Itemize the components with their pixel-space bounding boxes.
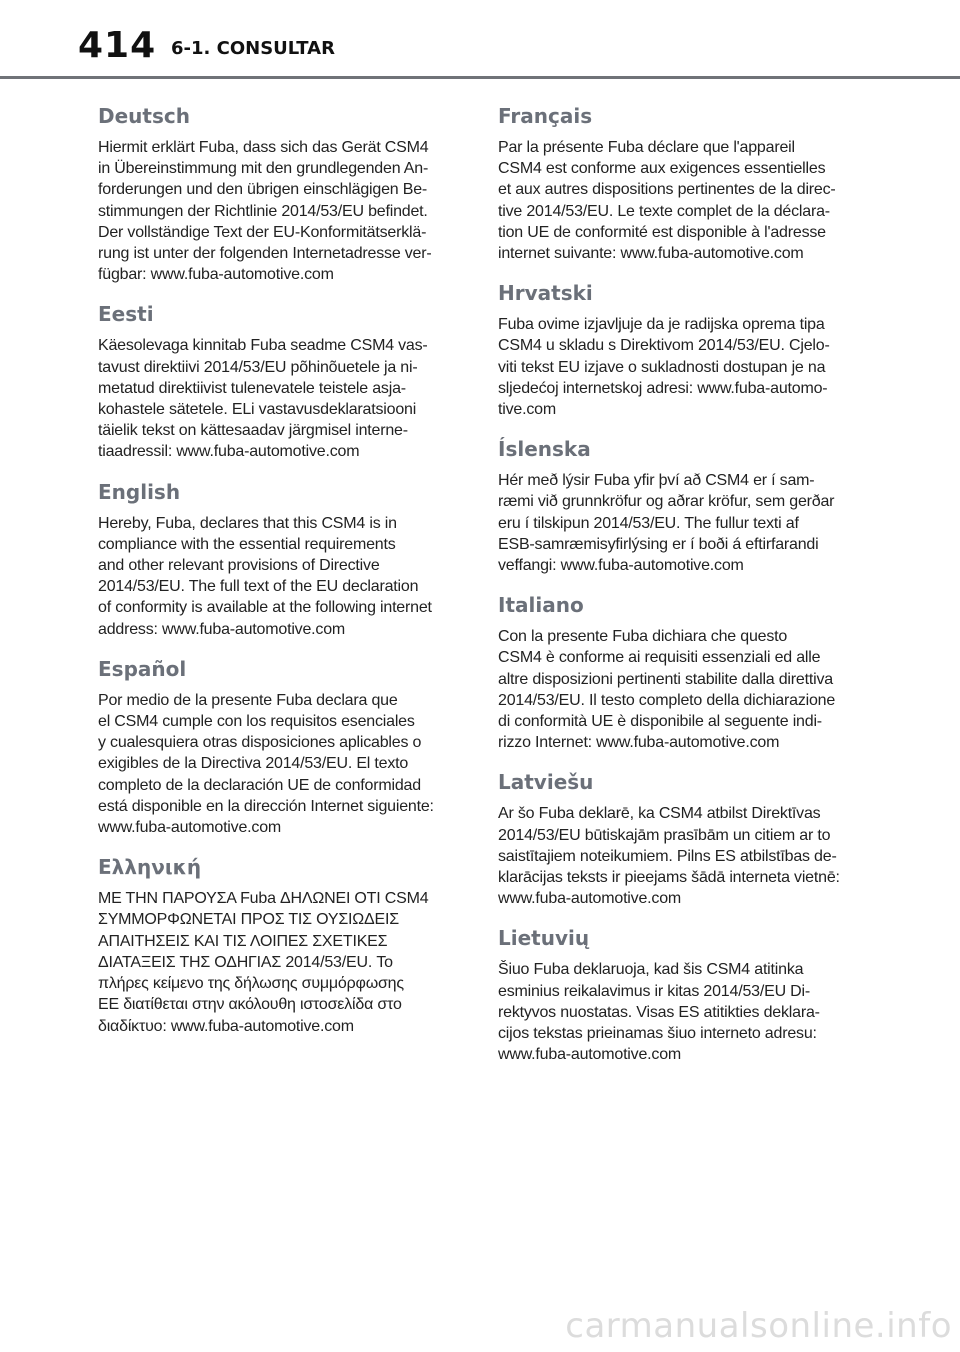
- language-heading: Lietuvių: [498, 926, 590, 951]
- declaration-text: Šiuo Fuba deklaruoja, kad šis CSM4 atitinka esminius reikalavimus ir kitas 2014/53/EU Di- rektyvos nuostatas. Visas ES atitikties deklara- cijos tekstas prieinamas šiuo interneto adresu: www.fuba-automotive.com: [498, 961, 820, 1064]
- declaration-text: Por medio de la presente Fuba declara que el CSM4 cumple con los requisitos esenciales y cualesquiera otras disposiciones aplicables o exigibles de la Directiva 2014/53/EU. El texto completo de la declaración UE de conformidad está disponible en la dirección Internet siguiente: www.fuba-automotive.com: [98, 691, 434, 837]
- declaration-text: Par la présente Fuba déclare que l'appareil CSM4 est conforme aux exigences essentielles et aux autres dispositions pertinentes de la direc- tive 2014/53/EU. Le texte complet de la déclara- tion UE de conformité est disponible à l'adresse internet suivante: www.fuba-automotive.com: [498, 139, 836, 263]
- language-heading: Latviešu: [498, 770, 594, 795]
- language-heading: Íslenska: [498, 437, 591, 462]
- declaration-text: Hér með lýsir Fuba yfir því að CSM4 er í sam- ræmi við grunnkröfur og aðrar kröfur, sem gerðar eru í tilskipun 2014/53/EU. The fullur texti af ESB-samræmisyfirlýsing er í boði á eftirfarandi veffangi: www.fuba-automotive.com: [498, 472, 835, 575]
- language-entry-islenska: [498, 437, 858, 576]
- language-entry-espanol: [98, 657, 458, 838]
- right-column: [498, 104, 858, 1083]
- language-heading: Deutsch: [98, 104, 190, 128]
- language-heading: Eesti: [98, 302, 154, 327]
- language-entry-hrvatski: [498, 281, 858, 420]
- declaration-text: Fuba ovime izjavljuje da je radijska oprema tipa CSM4 u skladu s Direktivom 2014/53/EU. Cjelo- viti tekst EU izjave o sukladnosti dostupan je na sljedećoj internetskoj adresi: www.fuba-automo- tive.com: [498, 316, 830, 419]
- language-heading: Hrvatski: [498, 281, 593, 306]
- page-header: [0, 0, 960, 80]
- language-heading: English: [98, 479, 181, 504]
- language-entry-francais: [498, 104, 858, 264]
- declaration-text: Ar šo Fuba deklarē, ka CSM4 atbilst Direktīvas 2014/53/EU būtiskajām prasībām un citiem ar to saistītajiem noteikumiem. Pilns ES atbilstības de- klarācijas teksts ir pieejams šādā interneta vietnē: www.fuba-automotive.com: [498, 805, 840, 908]
- page-number: 414: [78, 25, 157, 66]
- language-entry-latviesu: [498, 770, 858, 909]
- header-divider: [0, 76, 960, 79]
- left-column: [98, 104, 458, 1054]
- language-heading: Ελληνική: [98, 855, 202, 880]
- language-heading: Français: [498, 104, 593, 128]
- declaration-text: ΜΕ ΤΗΝ ΠΑΡΟΥΣΑ Fuba ΔΗΛΩΝΕΙ ΟΤΙ CSM4 ΣΥΜΜΟΡΦΩΝΕΤΑΙ ΠΡΟΣ ΤΙΣ ΟΥΣΙΩΔΕΙΣ ΑΠΑΙΤΗΣΕΙΣ ΚΑΙ ΤΙΣ ΛΟΙΠΕΣ ΣΧΕΤΙΚΕΣ ΔΙΑΤΑΞΕΙΣ ΤΗΣ ΟΔΗΓΙΑΣ 2014/53/EU. Το πλήρες κείμενο της δήλωσης συμμόρφωσης ΕΕ διατίθεται στην ακόλουθη ιστοσελίδα στο διαδίκτυο: www.fuba-automotive.com: [98, 890, 429, 1035]
- language-entry-italiano: [498, 593, 858, 753]
- language-entry-lietuviu: [498, 926, 858, 1065]
- language-heading: Español: [98, 656, 187, 681]
- language-entry-english: [98, 480, 458, 640]
- section-title: 6-1. CONSULTAR: [171, 38, 335, 59]
- language-entry-deutsch: [98, 104, 458, 285]
- declaration-text: Käesolevaga kinnitab Fuba seadme CSM4 vas- tavust direktiivi 2014/53/EU põhinõuetele ja ni- metatud direktiivist tulenevatele teistele asja- kohastele sätetele. ELi vastavusdeklaratsiooni täielik tekst on kättesaadav järgmisel interne- tiaadressil: www.fuba-automotive.com: [98, 337, 428, 461]
- declaration-text: Con la presente Fuba dichiara che questo CSM4 è conforme ai requisiti essenziali ed alle altre disposizioni pertinenti stabilite dalla direttiva 2014/53/EU. Il testo completo della dichiarazione di conformità UE è disponibile al seguente indi- rizzo Internet: www.fuba-automotive.com: [498, 628, 836, 752]
- declaration-text: Hiermit erklärt Fuba, dass sich das Gerät CSM4 in Übereinstimmung mit den grundlegenden An- forderungen und den übrigen einschlägigen Be- stimmungen der Richtlinie 2014/53/EU befindet. Der vollständige Text der EU-Konformitätserklä- rung ist unter der folgenden Internetadresse ver- fügbar: www.fuba-automotive.com: [98, 139, 432, 284]
- language-entry-greek: [98, 855, 458, 1036]
- watermark: carmanualsonline.info: [565, 1306, 952, 1346]
- declaration-text: Hereby, Fuba, declares that this CSM4 is in compliance with the essential requirements and other relevant provisions of Directive 2014/53/EU. The full text of the EU declaration of conformity is available at the following internet address: www.fuba-automotive.com: [98, 514, 432, 638]
- language-heading: Italiano: [498, 593, 584, 618]
- language-entry-eesti: [98, 302, 458, 462]
